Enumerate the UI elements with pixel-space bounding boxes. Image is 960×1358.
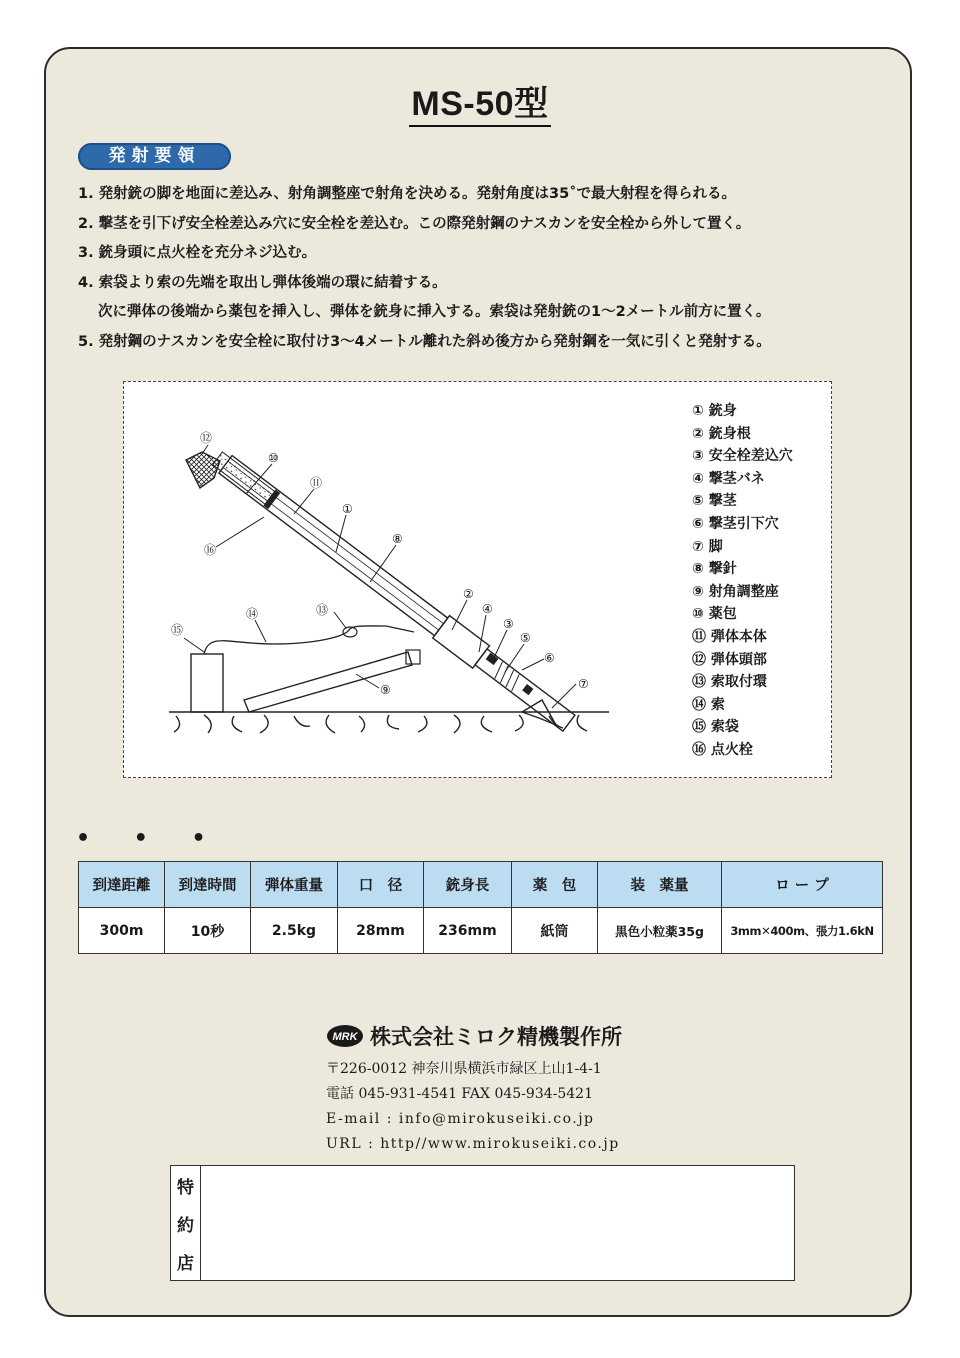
header-range: 到達距離 (79, 862, 165, 908)
page-title: MS-50型 (0, 76, 960, 125)
company-name: 株式会社ミロク精機製作所 (370, 1024, 622, 1049)
legend-item: ④ 撃茎バネ (692, 470, 765, 487)
callout-5: ⑤ (520, 631, 531, 645)
value-barrel-length: 236mm (424, 908, 512, 954)
legend-item: ⑧ 撃針 (692, 561, 737, 578)
parts-legend (692, 400, 793, 762)
spec-header-row (79, 862, 883, 908)
company-address: 〒226-0012 神奈川県横浜市緑区上山1-4-1 (326, 1061, 602, 1077)
callout-4: ④ (482, 602, 493, 616)
value-rope: 3mm✕400m、張力1.6kN (722, 908, 883, 954)
callout-12: ⑫ (200, 431, 213, 445)
spec-table (78, 861, 883, 954)
step-4-continued: 次に弾体の後端から薬包を挿入し、弾体を銃身に挿入する。索袋は発射銃の1〜2メートル前方に置く。 (98, 304, 771, 320)
legend-item: ② 銃身根 (692, 425, 751, 442)
legend-item: ⑭ 索 (692, 696, 725, 713)
header-caliber: 口 径 (338, 862, 424, 908)
callout-9: ⑨ (380, 683, 391, 697)
header-weight: 弾体重量 (251, 862, 338, 908)
value-weight: 2.5kg (251, 908, 338, 954)
section-badge: 発射要領 (78, 143, 231, 170)
rope (204, 626, 414, 654)
ground (169, 712, 609, 733)
callout-8: ⑧ (392, 532, 403, 546)
decorative-dots: • • • (76, 826, 224, 851)
legend-item: ⑨ 射角調整座 (692, 583, 779, 600)
callout-14: ⑭ (246, 607, 259, 621)
legend-item: ⑦ 脚 (692, 538, 723, 555)
callout-11: ⑪ (310, 476, 323, 490)
instruction-steps (78, 180, 898, 357)
projectile-head (186, 452, 220, 488)
legend-item: ③ 安全栓差込穴 (692, 448, 793, 465)
legend-item: ① 銃身 (692, 403, 737, 419)
spec-value-row (79, 908, 883, 954)
step-5: 5. 発射鋼のナスカンを安全栓に取付け3〜4メートル離れた斜め後方から発射鋼を一気に引くと発射する。 (78, 333, 771, 350)
legend-item: ⑬ 索取付環 (692, 674, 767, 691)
header-rope: ロ ー プ (722, 862, 883, 908)
company-phone: 電話 045-931-4541 FAX 045-934-5421 (326, 1086, 593, 1102)
legend-item: ⑪ 弾体本体 (692, 628, 767, 645)
step-2: 2. 撃茎を引下げ安全栓差込み穴に安全栓を差込む。この際発射鋼のナスカンを安全栓から外して置く。 (78, 215, 751, 232)
legend-item: ⑫ 弾体頭部 (692, 651, 767, 668)
legend-item: ⑮ 索袋 (692, 719, 739, 736)
header-cartridge: 薬 包 (512, 862, 598, 908)
value-time: 10秒 (165, 908, 251, 954)
rope-bag (191, 654, 223, 712)
value-cartridge: 紙筒 (512, 908, 598, 954)
dealer-stamp-box (170, 1165, 795, 1281)
callout-6: ⑥ (544, 651, 555, 665)
launcher-diagram (123, 381, 832, 778)
callout-7: ⑦ (578, 677, 589, 691)
legend-item: ⑩ 薬包 (692, 606, 737, 623)
callout-16: ⑯ (204, 543, 217, 557)
callout-13: ⑬ (316, 603, 329, 617)
value-caliber: 28mm (338, 908, 424, 954)
callout-15: ⑮ (171, 623, 184, 637)
legend-item: ⑥ 撃茎引下穴 (692, 515, 779, 532)
value-charge: 黒色小粒薬35g (598, 908, 722, 954)
barrel-assembly (209, 447, 577, 734)
company-url: URL : http//www.mirokuseiki.co.jp (326, 1136, 620, 1152)
step-1: 1. 発射銃の脚を地面に差込み、射角調整座で射角を決める。発射角度は35˚で最大射程を得られる。 (78, 186, 736, 202)
callout-2: ② (463, 587, 474, 601)
header-barrel-length: 銃身長 (424, 862, 512, 908)
header-charge: 装 薬量 (598, 862, 722, 908)
step-3: 3. 銃身頭に点火栓を充分ネジ込む。 (78, 245, 317, 261)
company-logo (326, 1023, 364, 1049)
company-info (326, 1021, 622, 1157)
callout-10: ⑩ (268, 451, 279, 465)
header-time: 到達時間 (165, 862, 251, 908)
legend-item: ⑤ 撃茎 (692, 493, 737, 510)
callout-1: ① (342, 502, 353, 516)
step-4: 4. 索袋より索の先端を取出し弾体後端の環に結着する。 (78, 274, 447, 291)
dealer-label: 特 約 店 (171, 1166, 201, 1280)
company-email: E-mail : info@mirokuseiki.co.jp (326, 1111, 595, 1127)
svg-text:MRK: MRK (332, 1031, 358, 1043)
angle-adjuster (244, 652, 412, 712)
legend-item: ⑯ 点火栓 (692, 741, 753, 758)
callout-3: ③ (503, 617, 514, 631)
value-range: 300m (79, 908, 165, 954)
